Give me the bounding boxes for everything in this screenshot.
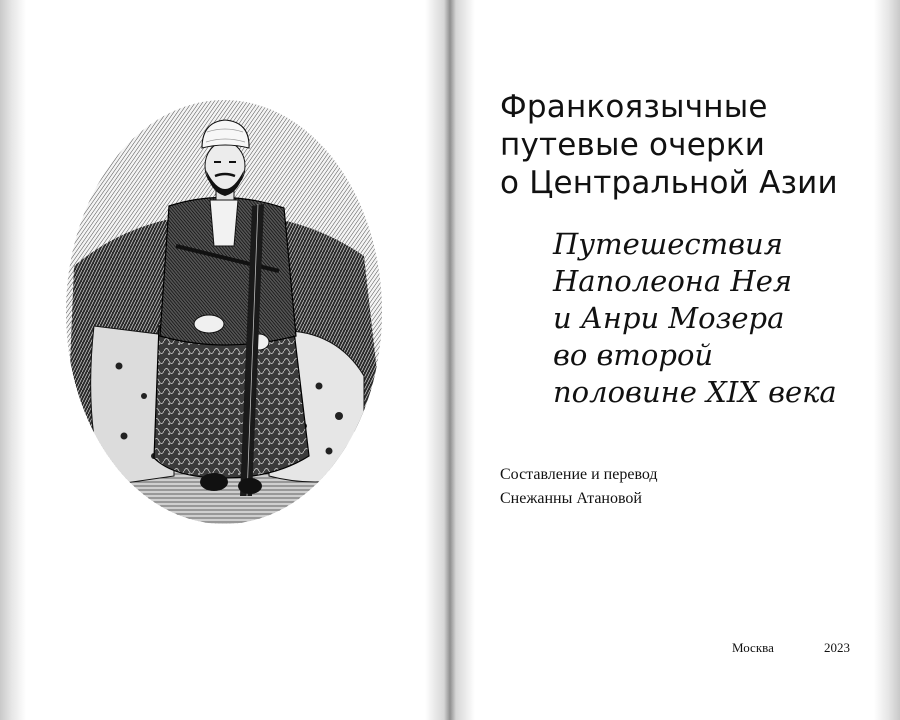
credit-line: Снежанны Атановой — [500, 490, 642, 507]
imprint-year: 2023 — [824, 640, 850, 655]
engraved-portrait-illustration — [64, 96, 384, 524]
subtitle-line: во второй — [553, 338, 714, 372]
title-line: о Центральной Азии — [500, 165, 838, 201]
subtitle-line: Путешествия — [553, 227, 783, 261]
title-line: путевые очерки — [500, 127, 766, 163]
imprint-city: Москва — [732, 640, 774, 655]
subtitle-line: Наполеона Нея — [553, 264, 793, 298]
book-title — [500, 88, 880, 202]
credit-line: Составление и перевод — [500, 466, 658, 483]
book-subtitle — [553, 226, 883, 411]
subtitle-line: и Анри Мозера — [553, 301, 785, 335]
book-gutter — [425, 0, 475, 720]
title-line: Франкоязычные — [500, 89, 768, 125]
left-page-edge — [0, 0, 26, 720]
subtitle-line: половине XIX века — [553, 375, 837, 409]
compiler-credit — [500, 463, 800, 511]
